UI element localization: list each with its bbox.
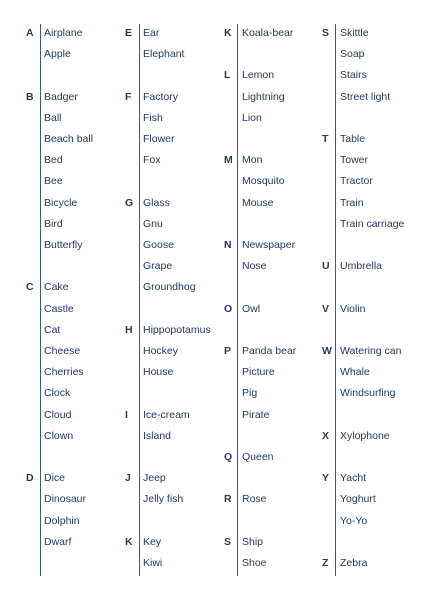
- word-label: Shoe: [242, 557, 267, 569]
- word-label: Yacht: [340, 472, 367, 485]
- word-label: Glass: [143, 196, 170, 209]
- word-label: Panda bear: [242, 345, 297, 357]
- section-letter: P: [224, 345, 232, 357]
- word-label: Stairs: [340, 69, 367, 82]
- word-label: Train carriage: [340, 217, 405, 230]
- section-letter: H: [125, 323, 133, 336]
- word-label: Kiwi: [143, 557, 163, 569]
- section-letter: F: [125, 90, 132, 103]
- word-label: Clock: [44, 387, 71, 400]
- section-letter: I: [125, 408, 128, 421]
- word-label: Beach ball: [44, 133, 94, 145]
- column-divider: [237, 24, 238, 576]
- section-letter: C: [26, 281, 34, 294]
- word-label: Street light: [340, 90, 391, 103]
- section-letter: K: [125, 535, 133, 548]
- section-letter: N: [224, 239, 232, 251]
- section-letter: J: [125, 472, 131, 485]
- word-label: Hippopotamus: [143, 323, 211, 336]
- column-divider: [335, 24, 336, 576]
- word-label: Rose: [242, 493, 267, 506]
- section-letter: G: [125, 196, 134, 209]
- section-letter: S: [322, 27, 330, 39]
- section-letter: S: [224, 535, 232, 548]
- word-label: Groundhog: [143, 281, 196, 294]
- column-divider: [40, 24, 41, 576]
- word-label: House: [143, 366, 174, 379]
- word-label: Koala-bear: [242, 27, 294, 39]
- word-label: Mosquito: [242, 175, 285, 188]
- word-label: Skittle: [340, 27, 369, 39]
- word-label: Yo-Yo: [340, 514, 368, 527]
- section-letter: X: [322, 429, 330, 442]
- section-letter: D: [26, 472, 34, 485]
- word-label: Fish: [143, 111, 163, 124]
- word-label: Jeep: [143, 472, 166, 485]
- section-letter: K: [224, 27, 232, 39]
- section-letter: A: [26, 27, 34, 39]
- word-label: Factory: [143, 90, 179, 103]
- word-label: Clown: [44, 429, 74, 442]
- word-label: Cat: [44, 323, 61, 336]
- word-label: Bee: [44, 175, 63, 188]
- section-letter: R: [224, 493, 232, 506]
- word-label: Tractor: [340, 175, 373, 188]
- word-label: Island: [143, 429, 172, 442]
- word-label: Ball: [44, 111, 62, 124]
- word-label: Windsurfing: [340, 387, 396, 400]
- word-label: Airplane: [44, 27, 83, 39]
- column-divider: [139, 24, 140, 576]
- word-label: Owl: [242, 302, 261, 315]
- word-label: Badger: [44, 90, 78, 103]
- word-label: Bicycle: [44, 196, 78, 209]
- section-letter: T: [322, 133, 329, 145]
- word-label: Watering can: [340, 345, 402, 357]
- word-label: Newspaper: [242, 239, 296, 251]
- word-label: Dwarf: [44, 535, 72, 548]
- word-label: Ice-cream: [143, 408, 190, 421]
- section-letter: Z: [322, 557, 329, 569]
- word-label: Dolphin: [44, 514, 80, 527]
- section-letter: L: [224, 69, 231, 82]
- word-label: Soap: [340, 48, 365, 61]
- word-label: Table: [340, 133, 366, 145]
- word-label: Mon: [242, 154, 263, 167]
- section-letter: V: [322, 302, 330, 315]
- word-label: Castle: [44, 302, 74, 315]
- section-letter: M: [224, 154, 233, 167]
- word-label: Butterfly: [44, 239, 83, 251]
- word-label: Cheese: [44, 345, 81, 357]
- word-label: Train: [340, 196, 364, 209]
- section-letter: E: [125, 27, 133, 39]
- word-label: Xylophone: [340, 429, 390, 442]
- word-label: Apple: [44, 48, 71, 61]
- word-label: Yoghurt: [340, 493, 376, 506]
- word-label: Cherries: [44, 366, 84, 379]
- section-letter: Y: [322, 472, 330, 485]
- word-label: Dice: [44, 472, 66, 485]
- word-label: Pig: [242, 387, 258, 400]
- word-label: Violin: [340, 302, 366, 315]
- word-label: Ear: [143, 27, 160, 39]
- word-label: Lion: [242, 111, 262, 124]
- word-label: Picture: [242, 366, 275, 379]
- section-letter: W: [322, 345, 332, 357]
- section-letter: Q: [224, 451, 233, 463]
- word-label: Goose: [143, 239, 174, 251]
- word-label: Ship: [242, 535, 264, 548]
- word-label: Pirate: [242, 408, 270, 421]
- word-label: Nose: [242, 260, 267, 273]
- section-letter: U: [322, 260, 330, 273]
- word-label: Elephant: [143, 48, 185, 61]
- word-label: Lightning: [242, 90, 285, 103]
- word-label: Cloud: [44, 408, 72, 421]
- word-label: Gnu: [143, 217, 163, 230]
- section-letter: B: [26, 90, 34, 103]
- word-label: Mouse: [242, 196, 274, 209]
- word-label: Cake: [44, 281, 69, 294]
- word-label: Lemon: [242, 69, 275, 82]
- section-letter: O: [224, 302, 233, 315]
- word-label: Zebra: [340, 557, 368, 569]
- word-label: Tower: [340, 154, 369, 167]
- word-label: Grape: [143, 260, 173, 273]
- word-label: Bird: [44, 217, 63, 230]
- word-label: Key: [143, 535, 162, 548]
- word-label: Queen: [242, 451, 274, 463]
- word-label: Dinosaur: [44, 493, 87, 506]
- word-label: Whale: [340, 366, 370, 379]
- word-label: Hockey: [143, 345, 179, 357]
- word-label: Fox: [143, 154, 161, 167]
- word-label: Jelly fish: [143, 493, 184, 506]
- word-label: Umbrella: [340, 260, 383, 273]
- word-label: Flower: [143, 133, 175, 145]
- word-label: Bed: [44, 154, 63, 167]
